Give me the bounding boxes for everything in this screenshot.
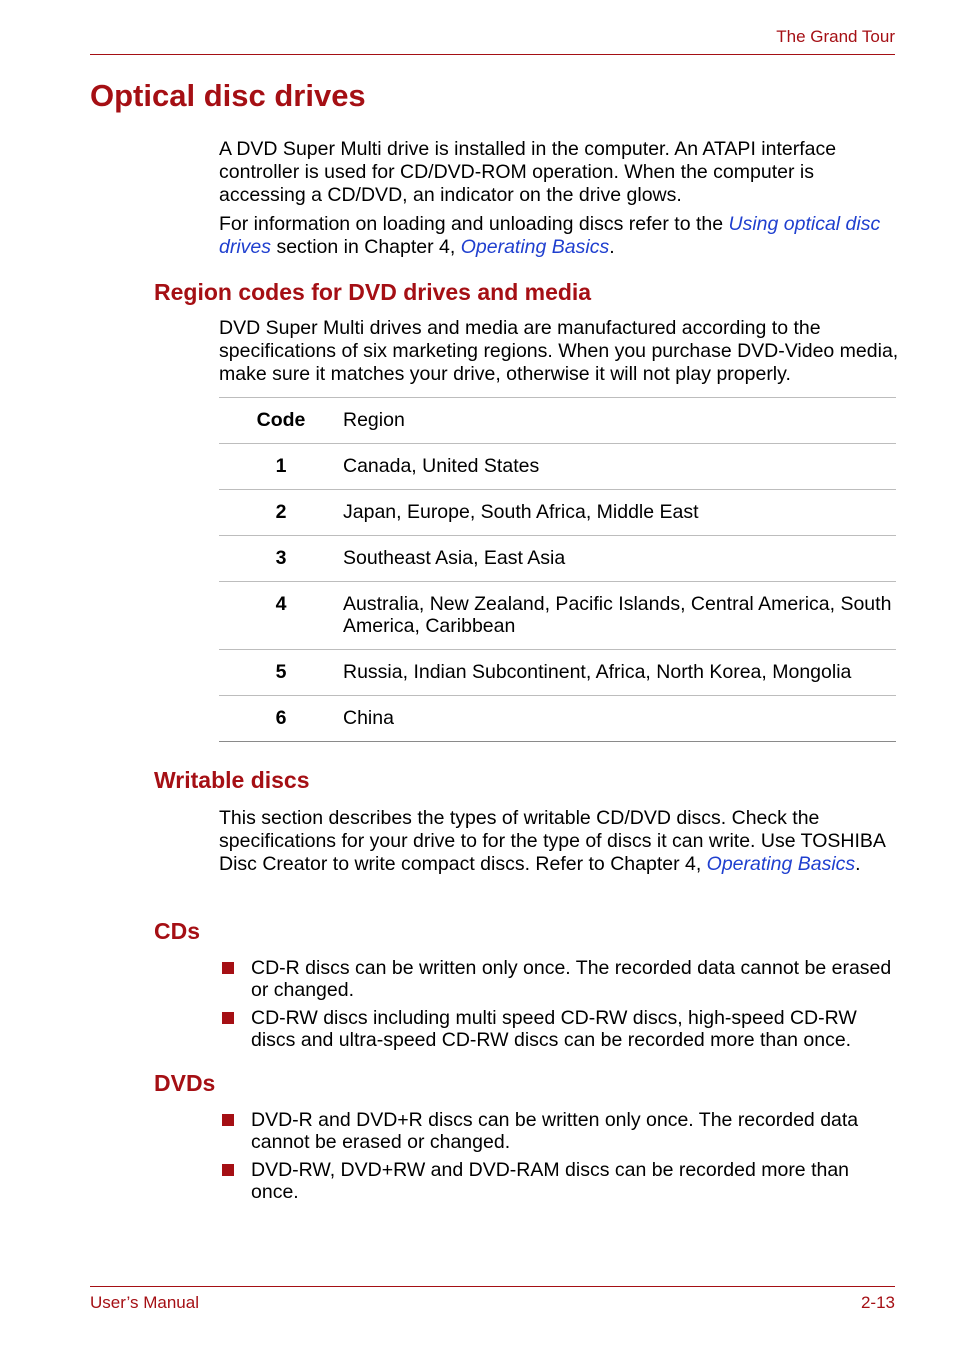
table-header-code: Code	[219, 398, 343, 444]
cds-heading: CDs	[154, 918, 201, 944]
table-cell-code: 1	[219, 444, 343, 490]
link-using-optical-disc-drives[interactable]: Using optical disc drives	[219, 213, 881, 258]
intro-reference-text-end: .	[609, 236, 615, 258]
cds-list	[219, 957, 899, 1057]
table-row	[219, 490, 896, 536]
table-cell-region: Japan, Europe, South Africa, Middle East	[343, 490, 896, 536]
bullet-square-icon	[222, 962, 234, 974]
table-cell-region: Russia, Indian Subcontinent, Africa, North Korea, Mongolia	[343, 650, 896, 696]
footer-rule	[90, 1286, 895, 1287]
table-row	[219, 696, 896, 742]
table-cell-region: Australia, New Zealand, Pacific Islands, Central America, South America, Caribbean	[343, 582, 896, 650]
writable-discs-text-end: .	[855, 853, 861, 875]
bullet-square-icon	[222, 1114, 234, 1126]
intro-reference-paragraph	[219, 213, 899, 259]
table-row	[219, 536, 896, 582]
intro-reference-text: For information on loading and unloading discs refer to the	[219, 213, 729, 235]
table-cell-code: 3	[219, 536, 343, 582]
list-item: DVD-RW, DVD+RW and DVD-RAM discs can be recorded more than once.	[219, 1159, 899, 1203]
header-rule	[90, 54, 895, 55]
running-header-title: The Grand Tour	[776, 27, 895, 46]
table-cell-code: 5	[219, 650, 343, 696]
footer-manual-name: User’s Manual	[90, 1293, 199, 1312]
intro-reference-text-middle: section in Chapter 4,	[271, 236, 461, 258]
writable-discs-heading: Writable discs	[154, 767, 310, 793]
list-item: CD-RW discs including multi speed CD-RW discs, high-speed CD-RW discs and ultra-speed CD-RW discs can be recorded more than once.	[219, 1007, 899, 1051]
dvds-heading: DVDs	[154, 1070, 216, 1096]
writable-discs-text: This section describes the types of writable CD/DVD discs. Check the specifications for your drive to for the type of discs it can write. Use TOSHIBA Disc Creator to write compact discs. Refer to Chapter 4,	[219, 807, 885, 875]
link-operating-basics-2[interactable]: Operating Basics	[706, 853, 856, 875]
list-item: DVD-R and DVD+R discs can be written only once. The recorded data cannot be erased or changed.	[219, 1109, 899, 1153]
table-row	[219, 582, 896, 650]
table-row	[219, 650, 896, 696]
writable-discs-paragraph	[219, 807, 899, 876]
region-codes-table	[219, 397, 896, 742]
table-cell-region: Southeast Asia, East Asia	[343, 536, 896, 582]
dvds-list	[219, 1109, 899, 1209]
table-row	[219, 444, 896, 490]
bullet-square-icon	[222, 1164, 234, 1176]
table-header-region: Region	[343, 398, 896, 444]
table-cell-region: Canada, United States	[343, 444, 896, 490]
link-operating-basics[interactable]: Operating Basics	[460, 236, 610, 258]
table-cell-region: China	[343, 696, 896, 742]
region-codes-paragraph: DVD Super Multi drives and media are manufactured according to the specifications of six marketing regions. When you purchase DVD-Video media, make sure it matches your drive, otherwise it will not play properly.	[219, 317, 899, 385]
list-item: CD-R discs can be written only once. The recorded data cannot be erased or changed.	[219, 957, 899, 1001]
page-title: Optical disc drives	[90, 78, 366, 113]
intro-paragraph: A DVD Super Multi drive is installed in the computer. An ATAPI interface controller is used for CD/DVD-ROM operation. When the computer is accessing a CD/DVD, an indicator on the drive glows.	[219, 138, 837, 206]
footer-page-number: 2-13	[860, 1293, 895, 1312]
table-header-row	[219, 398, 896, 444]
table-cell-code: 2	[219, 490, 343, 536]
region-codes-heading: Region codes for DVD drives and media	[154, 279, 592, 305]
table-cell-code: 4	[219, 582, 343, 650]
bullet-square-icon	[222, 1012, 234, 1024]
table-cell-code: 6	[219, 696, 343, 742]
